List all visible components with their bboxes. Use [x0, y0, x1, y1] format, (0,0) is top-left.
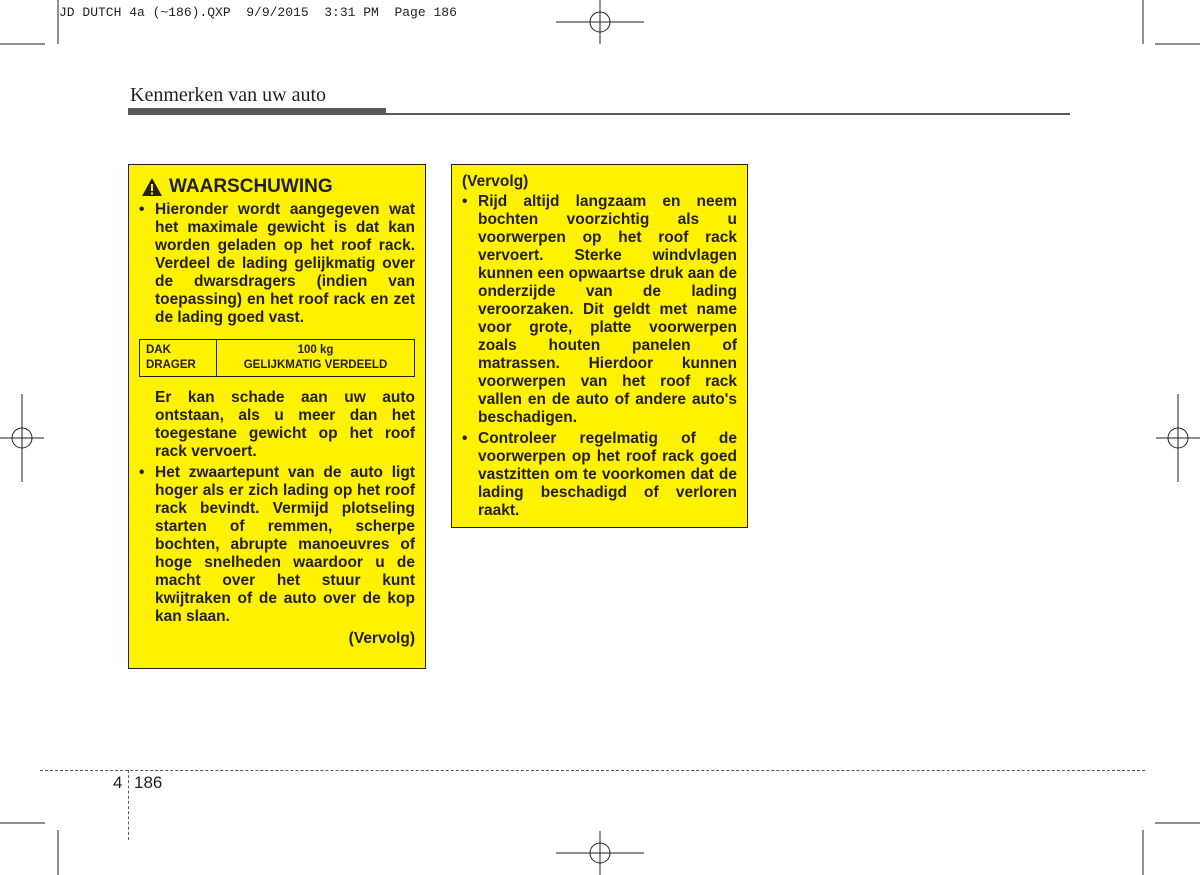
- title-rule-thin: [386, 113, 1070, 115]
- load-table-label: [140, 340, 217, 377]
- chapter-number: 4: [113, 773, 123, 792]
- warning-triangle-icon: [141, 177, 163, 197]
- load-table-value-line1: 100 kg: [297, 344, 334, 356]
- warning-header: [141, 177, 415, 197]
- continuation-bullet-2-text: Controleer regelmatig of de voorwerpen op het roof rack goed vastzitten om te voorkomen dat de lading beschadigd of verloren raakt.: [478, 430, 737, 519]
- continuation-bullet-1: [462, 193, 737, 427]
- load-table-value: [217, 340, 415, 377]
- continuation-header: (Vervolg): [462, 173, 529, 190]
- print-slug-line: JD DUTCH 4a (~186).QXP 9/9/2015 3:31 PM Page 186: [59, 5, 457, 20]
- warning-bullet-1-text: Hieronder wordt aangegeven wat het maximale gewicht is dat kan worden geladen op het roof rack. Verdeel de lading gelijkmatig over de dwarsdragers (indien van toepassing) en het roof rack en zet de lading goed vast.: [155, 201, 415, 326]
- footer-dashed-rule: [40, 770, 1145, 771]
- section-title: Kenmerken van uw auto: [130, 84, 327, 106]
- footer-dashed-divider: [128, 770, 129, 840]
- continuation-bullet-1-text: Rijd altijd langzaam en neem bochten voorzichtig als u voorwerpen op het roof rack vervoert. Sterke windvlagen kunnen een opwaartse druk aan de onderzijde van de lading veroorzaken. Dit geldt met name voor grote, platte voorwerpen zoals houten panelen of matrassen. Hierdoor kunnen voorwerpen van het roof rack vallen en de auto of andere auto's beschadigen.: [478, 193, 737, 426]
- bullet-dot: •: [462, 193, 468, 210]
- warning-bullet-1: [139, 201, 415, 327]
- page-number: 186: [134, 773, 163, 792]
- load-table-label-line2: DRAGER: [146, 359, 196, 371]
- continued-label: (Vervolg): [348, 630, 415, 647]
- continuation-box: [451, 164, 748, 528]
- warning-bullet-2: [139, 464, 415, 626]
- warning-bullet-2-text: Het zwaartepunt van de auto ligt hoger als er zich lading op het roof rack bevindt. Vermijd plotseling starten of remmen, scherpe bochten, abrupte manoeuvres of hoge snelheden waardoor u de macht over het stuur kunt kwijtraken of de auto over de kop kan slaan.: [155, 464, 415, 625]
- bullet-dot: •: [139, 464, 145, 481]
- bullet-dot: •: [139, 201, 145, 218]
- continuation-bullet-2: [462, 430, 737, 520]
- load-table-label-line1: DAK: [146, 344, 171, 356]
- warning-title: WAARSCHUWING: [169, 176, 333, 197]
- warning-box: [128, 164, 426, 669]
- bullet-dot: •: [462, 430, 468, 447]
- load-table: [139, 339, 415, 377]
- warning-paragraph: Er kan schade aan uw auto ontstaan, als u meer dan het toegestane gewicht op het roof rack vervoert.: [155, 389, 415, 460]
- title-rule-thick: [128, 108, 386, 115]
- load-table-value-line2: GELIJKMATIG VERDEELD: [243, 359, 388, 371]
